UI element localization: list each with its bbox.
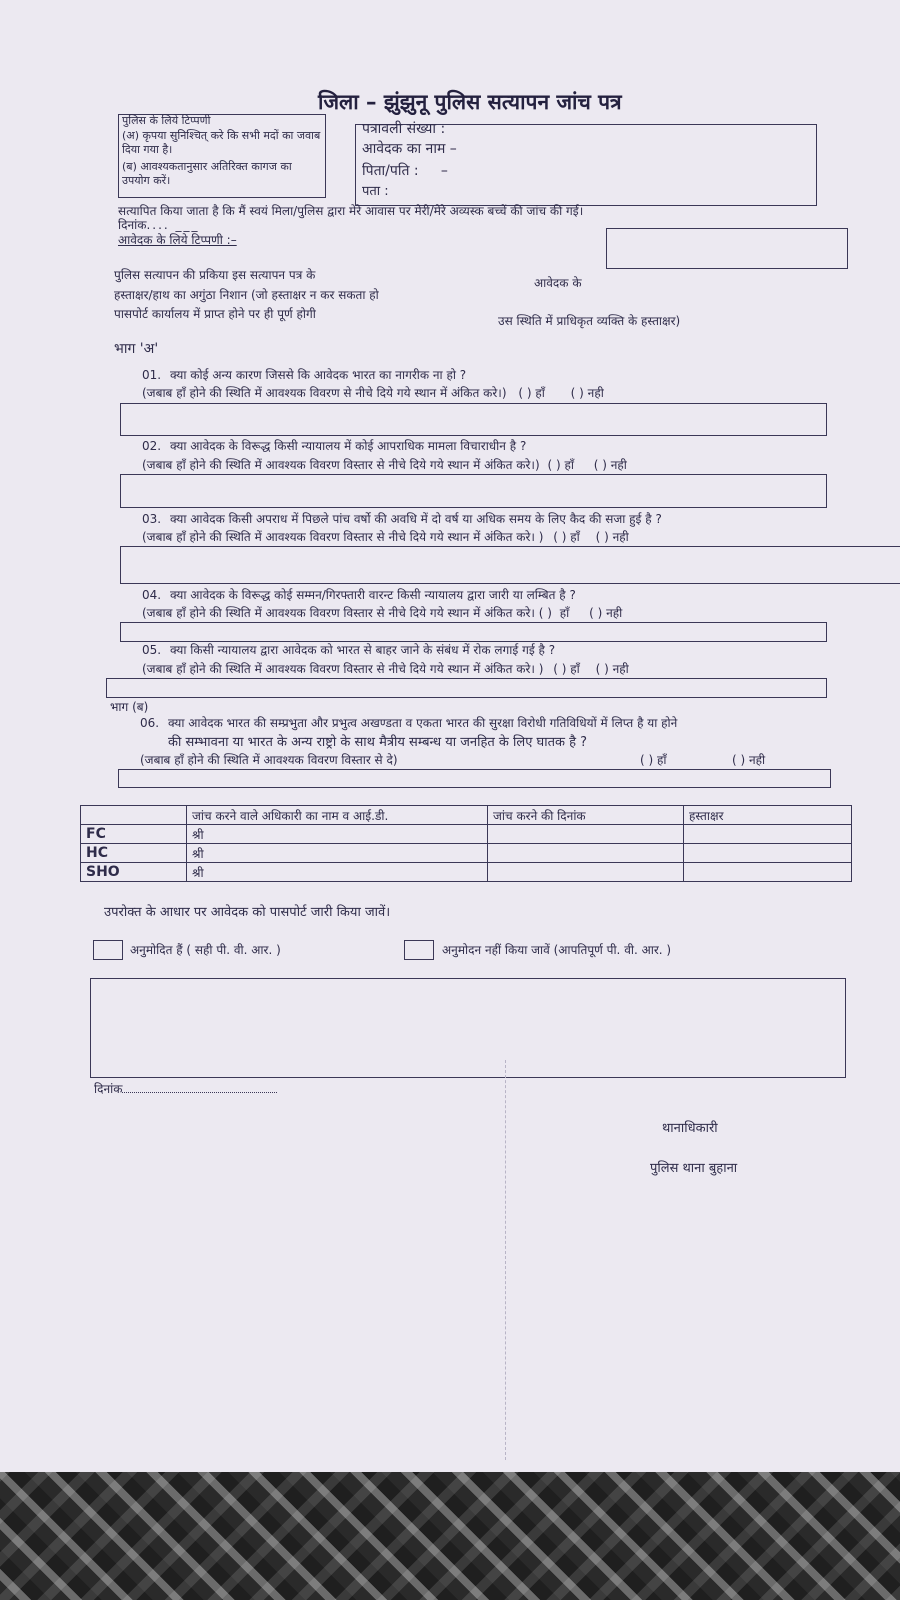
question-text: क्या किसी न्यायालय द्वारा आवेदक को भारत से बाहर जाने के संबंध में रोक लगाई गई है ?: [170, 643, 556, 657]
process-note-line3: पासपोर्ट कार्यालय में प्राप्त होने पर ही पूर्ण होगी: [114, 307, 316, 321]
officer-name-cell[interactable]: श्री: [187, 844, 488, 863]
question-number: 01.: [142, 368, 162, 382]
question-number: 02.: [142, 439, 162, 453]
row-label: FC: [81, 825, 187, 844]
no-option[interactable]: ( ) नही: [595, 662, 629, 676]
not-approved-checkbox[interactable]: [404, 940, 434, 960]
table-header: जांच करने की दिनांक: [488, 806, 684, 825]
table-header: हस्ताक्षर: [684, 806, 852, 825]
table-header: जांच करने वाले अधिकारी का नाम व आई.डी.: [187, 806, 488, 825]
background-fabric: [0, 1472, 900, 1600]
answer-box-3[interactable]: [120, 546, 900, 584]
address-label: पता :: [362, 184, 389, 199]
approved-label: अनुमोदित हैं ( सही पी. वी. आर. ): [130, 943, 281, 957]
yes-option[interactable]: ( ) हॉं: [518, 386, 545, 400]
question-6: [140, 716, 677, 731]
not-approved-label: अनुमोदन नहीं किया जावें (आपतिपूर्ण पी. वी. आर. ): [442, 943, 672, 957]
police-note-point-b: (ब) आवश्यकतानुसार अतिरिक्त कागज का उपयोग करें।: [122, 160, 292, 187]
signature-cell[interactable]: [684, 863, 852, 882]
question-text: क्या आवेदक भारत की सम्प्रभुता और प्रभुत्व अखण्डता व एकता भारत की सुरक्षा विरोधी गतिविधियों में लिप्त है या होने: [168, 716, 678, 730]
officer-table: [80, 805, 852, 882]
question-text: क्या आवेदक के विरूद्ध कोई सम्मन/गिरफ्तारी वारन्ट किसी न्यायालय द्वारा जारी या लम्बित है ?: [170, 588, 576, 602]
form-title: जिला – झुंझुनू पुलिस सत्यापन जांच पत्र: [318, 90, 622, 114]
row-label: SHO: [81, 863, 187, 882]
date-line[interactable]: [122, 1082, 277, 1093]
table-header-row: [81, 806, 852, 825]
applicant-name-label: आवेदक का नाम –: [362, 141, 457, 157]
instruction-text: (जबाब हॉं होने की स्थिति में आवश्यक विवरण विस्तार से नीचे दिये गये स्थान में अंकित करे। ): [142, 530, 544, 544]
signature-cell[interactable]: [684, 825, 852, 844]
date-row: दिनांक.... ___: [118, 218, 200, 232]
remarks-box[interactable]: [90, 978, 846, 1078]
officer-name-cell[interactable]: श्री: [187, 863, 488, 882]
no-option[interactable]: ( ) नही: [595, 530, 629, 544]
officer-name-cell[interactable]: श्री: [187, 825, 488, 844]
applicant-signature-box[interactable]: [606, 228, 848, 269]
date-cell[interactable]: [488, 863, 684, 882]
instruction-text: (जबाब हॉं होने की स्थिति में आवश्यक विवरण विस्तार से नीचे दिये गये स्थान में अंकित करे।): [142, 458, 540, 472]
yes-option[interactable]: ( ) हॉं: [547, 458, 574, 472]
answer-box-5[interactable]: [106, 678, 827, 698]
father-husband-label: पिता/पति : –: [362, 163, 448, 179]
applicant-note-heading: आवेदक के लिये टिप्पणी :–: [118, 233, 237, 247]
part-b-label: भाग (ब): [110, 700, 149, 714]
answer-box-1[interactable]: [120, 403, 827, 436]
part-a-label: भाग 'अ': [114, 341, 159, 357]
answer-box-6[interactable]: [118, 769, 831, 788]
question-2: [142, 439, 526, 454]
date-cell[interactable]: [488, 844, 684, 863]
no-option[interactable]: ( ) नही: [570, 386, 604, 400]
signature-cell[interactable]: [684, 844, 852, 863]
question-number: 06.: [140, 716, 160, 730]
passport-issue-statement: उपरोक्त के आधार पर आवेदक को पासपोर्ट जारी किया जावें।: [104, 905, 391, 920]
station-officer-label: थानाधिकारी: [662, 1121, 718, 1136]
yes-option[interactable]: हॉं: [559, 606, 570, 620]
question-text: क्या आवेदक के विरूद्ध किसी न्यायालय में कोई आपराधिक मामला विचाराधीन है ?: [170, 439, 527, 453]
question-1: [142, 368, 466, 383]
question-text: क्या कोई अन्य कारण जिससे कि आवेदक भारत का नागरीक ना हो ?: [170, 368, 467, 382]
question-2-instruction: [142, 458, 627, 473]
police-note-heading: पुलिस के लिये टिप्पणी: [122, 114, 211, 127]
approved-checkbox[interactable]: [93, 940, 123, 960]
no-option[interactable]: ( ) नही: [593, 458, 627, 472]
yes-option[interactable]: ( ) हॉं: [553, 662, 580, 676]
process-note-line2: हस्ताक्षर/हाथ का अगुंठा निशान (जो हस्ताक्षर न कर सकता हो: [114, 288, 379, 302]
no-option[interactable]: ( ) नही: [732, 753, 766, 767]
question-1-instruction: [142, 386, 604, 401]
file-number-label: पत्रावली संख्या :: [362, 121, 446, 137]
row-label: HC: [81, 844, 187, 863]
applicant-signature-label: आवेदक के: [534, 276, 582, 290]
footer-date-row: [94, 1082, 277, 1097]
instruction-text: (जबाब हॉं होने की स्थिति में आवश्यक विवरण से नीचे दिये गये स्थान में अंकित करे।): [142, 386, 507, 400]
answer-box-4[interactable]: [120, 622, 827, 642]
question-number: 03.: [142, 512, 162, 526]
answer-box-2[interactable]: [120, 474, 827, 508]
table-row: [81, 863, 852, 882]
police-note-point-a: (अ) कृपया सुनिश्चित् करे कि सभी मदों का जवाब दिया गया है।: [122, 129, 321, 156]
yes-option[interactable]: ( ) हॉं: [553, 530, 580, 544]
question-3: [142, 512, 662, 527]
question-3-instruction: [142, 530, 629, 545]
question-5: [142, 643, 555, 658]
table-header: [81, 806, 187, 825]
question-4: [142, 588, 576, 603]
date-cell[interactable]: [488, 825, 684, 844]
process-note-line1: पुलिस सत्यापन की प्रकिया इस सत्यापन पत्र के: [114, 268, 316, 282]
no-option[interactable]: ( ) नही: [589, 606, 623, 620]
verification-statement: सत्यापित किया जाता है कि मैं स्वयं मिला/पुलिस द्वारा मेरे आवास पर मेरी/मेरे अव्यस्क बच्चें की जांच की गई।: [118, 204, 584, 218]
date-label: दिनांक: [118, 218, 147, 232]
instruction-text: (जबाब हॉं होने की स्थिति में आवश्यक विवरण विस्तार से नीचे दिये गये स्थान में अंकित करे। ): [142, 662, 544, 676]
authorized-signature-label: उस स्थिति में प्राधिकृत व्यक्ति के हस्ताक्षर): [498, 314, 681, 328]
footer-date-label: दिनांक: [94, 1082, 123, 1096]
question-number: 04.: [142, 588, 162, 602]
question-4-instruction: [142, 606, 622, 621]
instruction-text: (जबाब हॉं होने की स्थिति में आवश्यक विवरण विस्तार से नीचे दिये गये स्थान में अंकित करे। ( ): [142, 606, 552, 620]
table-row: [81, 825, 852, 844]
question-number: 05.: [142, 643, 162, 657]
table-row: [81, 844, 852, 863]
yes-option[interactable]: ( ) हॉं: [640, 753, 667, 767]
question-5-instruction: [142, 662, 629, 677]
police-station-label: पुलिस थाना बुहाना: [650, 1161, 738, 1176]
question-text: क्या आवेदक किसी अपराध में पिछले पांच वर्षो की अवधि में दो वर्ष या अधिक समय के लिए कैद की सजा हुई है ?: [170, 512, 662, 526]
paper-fold: [505, 1060, 506, 1460]
question-6-instruction: (जबाब हॉं होने की स्थिति में आवश्यक विवरण विस्तार से दे): [140, 753, 398, 767]
question-6-line2: की सम्भावना या भारत के अन्य राष्ट्रो के साथ मैत्रीय सम्बन्ध या जनहित के लिए घातक है ?: [168, 735, 588, 750]
